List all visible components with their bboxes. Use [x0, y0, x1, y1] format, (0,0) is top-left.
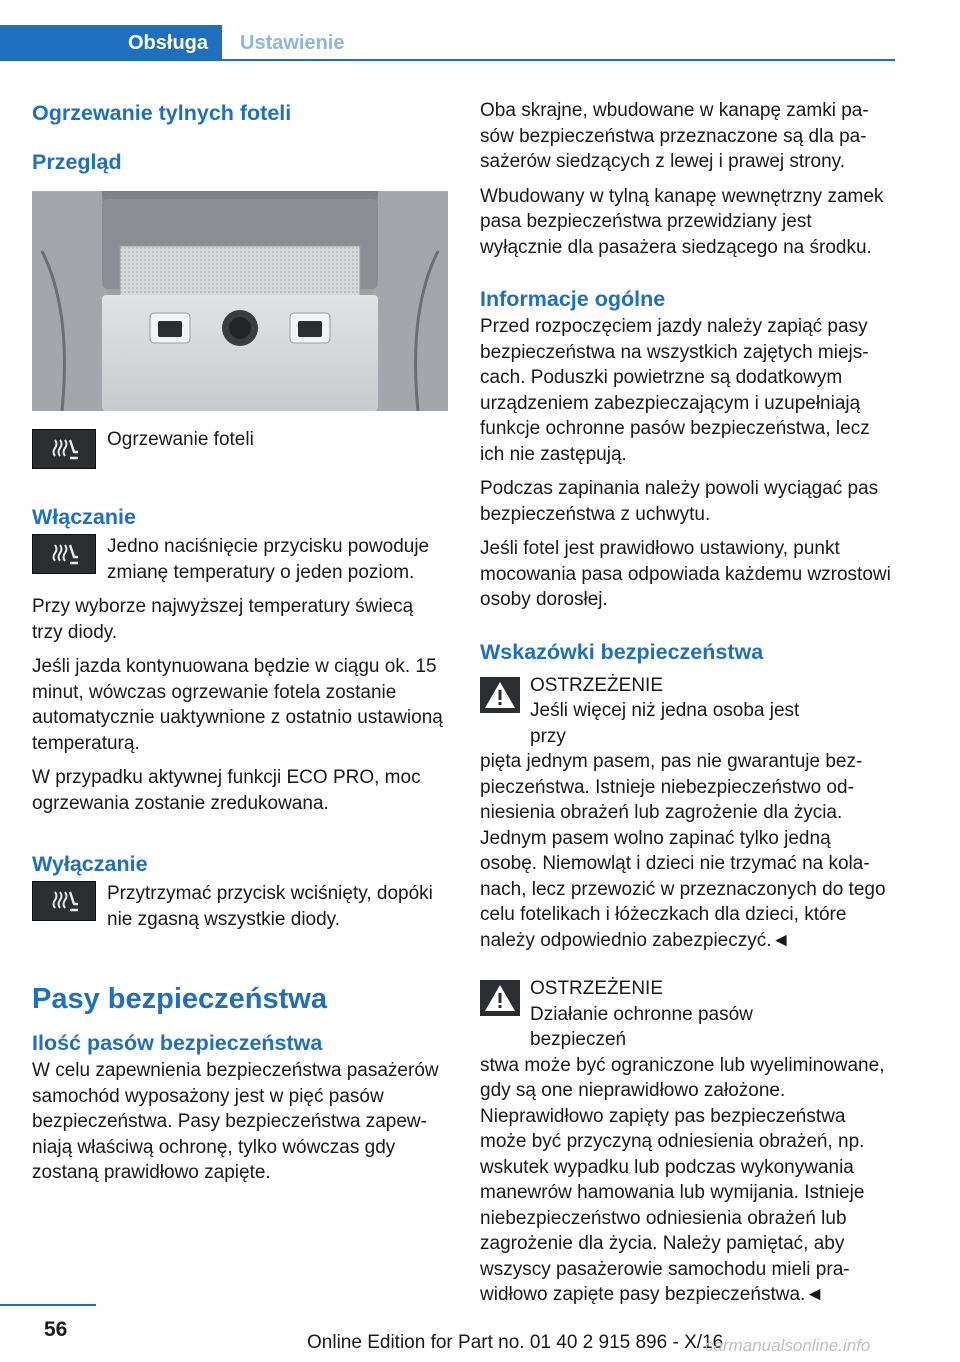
- switch-on-text: Jedno naciśnięcie przycisku powoduje zmianę temperatury o jeden poziom.: [107, 536, 430, 583]
- left-column: [32, 98, 448, 1186]
- warning-header-2: [480, 976, 892, 1053]
- warning-label-1: OSTRZEŻENIE: [530, 674, 664, 696]
- heading-safety-notes: Wskazówki bezpieczeństwa: [480, 639, 764, 664]
- edition-line: Online Edition for Part no. 01 40 2 915 896 - X/16: [307, 1332, 724, 1353]
- warning-text-1: pięta jednym pasem, pas nie gwarantuje bezpieczeństwa. Istnieje niebezpieczeństwo odniesienia obrażeń lub zagrożenie dla życia. Jednym pasem wolno zapinać tylko jedną osobę. Niemowląt i dzieci nie trzymać na kolanach, lecz przewozić w przeznaczonych do tego celu fotelikach i łóżeczkach dla dzieci, które należy odpowiednio zabezpieczyć.◄: [480, 751, 886, 951]
- warning-label-2: OSTRZEŻENIE: [530, 978, 664, 999]
- warning-triangle-icon: [480, 677, 520, 713]
- para-eco-pro: W przypadku aktywnej funkcji ECO PRO, moc ogrzewania zostanie zredukowana.: [32, 767, 421, 814]
- heading-overview: Przegląd: [32, 150, 122, 174]
- para-outer-buckles: Oba skrajne, wbudowane w kanapę zamki pasów bezpieczeństwa przeznaczone są dla pasażerów siedzących z lewej i prawej strony.: [480, 100, 869, 172]
- seat-heating-icon: [32, 429, 96, 469]
- rear-console-illustration: [32, 191, 448, 411]
- tab-ustawienie[interactable]: Ustawienie: [240, 32, 345, 54]
- seat-heating-button-icon: [32, 534, 96, 574]
- warning-first-line-1: Jeśli więcej niż jedna osoba jest przy: [530, 700, 800, 747]
- caption-row: [32, 429, 448, 469]
- page-number: 56: [44, 1318, 68, 1341]
- caption-text: Ogrzewanie foteli: [107, 429, 254, 450]
- para-pull-slowly: Podczas zapinania należy powoli wyciągać pas bezpieczeństwa z uchwytu.: [480, 478, 879, 525]
- switch-off-text: Przytrzymać przycisk wciśnięty, dopóki nie zgasną wszystkie diody.: [107, 883, 433, 930]
- warning-block-2: [480, 976, 892, 1308]
- heading-belt-count: Ilość pasów bezpieczeństwa: [32, 1031, 323, 1055]
- switch-off-row: [32, 881, 448, 932]
- switch-on-row: [32, 534, 448, 585]
- para-continue-driving: Jeśli jazda kontynuowana będzie w ciągu ok. 15 minut, wówczas ogrzewanie fotela zostanie automatycznie uaktywnione z ostatnio ustawioną temperaturą.: [32, 656, 443, 754]
- warning-first-line-2: Działanie ochronne pasów bezpieczeń: [530, 1003, 753, 1050]
- heading-switch-on: Włączanie: [32, 505, 136, 529]
- warning-head-text-2: [530, 976, 854, 1053]
- para-highest-temp: Przy wyborze najwyższej temperatury świecą trzy diody.: [32, 596, 414, 643]
- tab-obsluga[interactable]: Obsługa: [0, 25, 222, 61]
- para-anchor-point: Jeśli fotel jest prawidłowo ustawiony, punkt mocowania pasa odpowiada każdemu wzrostowi osoby dorosłej.: [480, 538, 891, 610]
- seat-heating-off-icon: [32, 881, 96, 921]
- warning-block-1: [480, 673, 892, 954]
- para-center-buckle: Wbudowany w tylną kanapę wewnętrzny zamek pasa bezpieczeństwa przewidziany jest wyłącznie dla pasażera siedzącego na środku.: [480, 185, 884, 258]
- right-column: [480, 98, 892, 1308]
- header-bar: [0, 25, 895, 61]
- header-rule: [0, 59, 895, 61]
- footer-rule: [0, 1304, 96, 1306]
- para-belt-count: W celu zapewnienia bezpieczeństwa pasażerów samochód wyposażony jest w pięć pasów bezpieczeństwa. Pasy bezpieczeństwa zapewniają właściwą ochronę, tylko wówczas gdy zostaną prawidłowo zapięte.: [32, 1060, 439, 1183]
- warning-head-text-1: [530, 673, 841, 750]
- warning-triangle-icon: [480, 980, 520, 1016]
- warning-text-2: stwa może być ograniczone lub wyeliminowane, gdy są one nieprawidłowo założone. Nieprawidłowo zapięty pas bezpieczeństwa może być przyczyną odniesienia obrażeń, np. wskutek wypadku lub podczas wykonywania manewrów hamowania lub wymijania. Istnieje niebezpieczeństwo odniesienia obrażeń lub zagrożenie dla życia. Należy pamiętać, aby wszyscy pasażerowie samochodu mieli prawidłowo zapięte pasy bezpieczeństwa.◄: [480, 1054, 885, 1305]
- warning-header-1: [480, 673, 892, 750]
- heading-switch-off: Wyłączanie: [32, 852, 148, 876]
- heading-seat-belts: Pasy bezpieczeństwa: [32, 983, 327, 1015]
- heading-general-info: Informacje ogólne: [480, 287, 666, 311]
- para-fasten-belts: Przed rozpoczęciem jazdy należy zapiąć pasy bezpieczeństwa na wszystkich zajętych miejscach. Poduszki powietrzne są dodatkowym urządzeniem zabezpieczającym i uzupełniają funkcje ochronne pasów bezpieczeństwa, lecz ich nie zastępują.: [480, 316, 870, 465]
- rear-console-photo: [32, 191, 448, 411]
- heading-rear-seat-heating: Ogrzewanie tylnych foteli: [32, 101, 292, 125]
- watermark: carmanualsonline.info: [705, 1336, 871, 1355]
